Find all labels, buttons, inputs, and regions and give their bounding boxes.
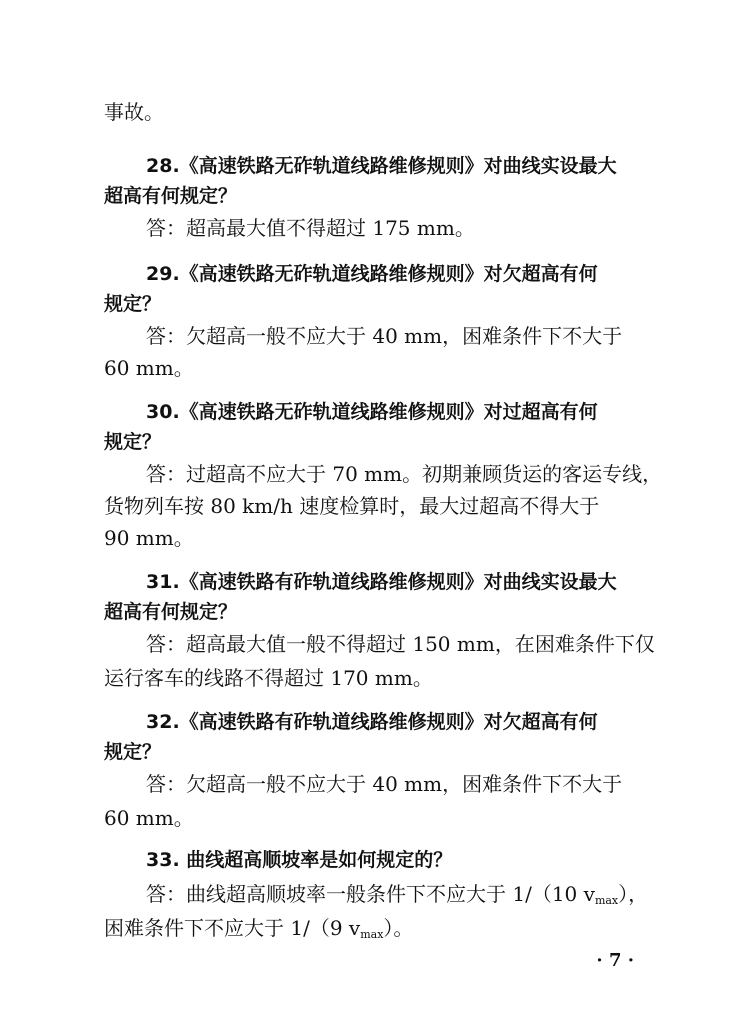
question-text: 《高速铁路无砟轨道线路维修规则》对曲线实设最大 [179,155,617,177]
answer-29-line-2: 60 mm。 [104,356,194,380]
question-number: 28. [146,155,180,177]
question-28-line-1 [146,152,644,180]
answer-text-end: ）。 [383,916,414,940]
answer-text: 答：曲线超高顺坡率一般条件下不应大于 1/（10 v [146,882,595,906]
question-text: 《高速铁路无砟轨道线路维修规则》对过超高有何 [179,401,598,423]
answer-31-line-1: 答：超高最大值一般不得超过 150 mm，在困难条件下仅 [146,632,655,656]
answer-33-line-2 [104,914,644,949]
subscript-max: max [594,894,619,907]
question-30-line-2: 规定？ [104,431,162,453]
answer-32-line-1: 答：欠超高一般不应大于 40 mm，困难条件下不大于 [146,772,623,796]
answer-28-line-1: 答：超高最大值不得超过 175 mm。 [146,216,475,240]
answer-32-line-2: 60 mm。 [104,806,194,830]
subscript-max: max [360,928,384,941]
question-text: 《高速铁路无砟轨道线路维修规则》对欠超高有何 [179,263,598,285]
answer-30-line-3: 90 mm。 [104,526,194,550]
question-number: 29. [146,263,180,285]
answer-30-line-1: 答：过超高不应大于 70 mm。初期兼顾货运的客运专线， [146,462,663,486]
question-31-line-1 [146,568,644,596]
question-32-line-1 [146,708,644,736]
page-number: · 7 · [596,950,634,971]
answer-29-line-1: 答：欠超高一般不应大于 40 mm，困难条件下不大于 [146,324,623,348]
question-text: 《高速铁路有砟轨道线路维修规则》对曲线实设最大 [179,571,617,593]
answer-30-line-2: 货物列车按 80 km/h 速度检算时，最大过超高不得大于 [104,494,600,518]
question-29-line-1 [146,260,644,288]
question-text: 《高速铁路有砟轨道线路维修规则》对欠超高有何 [179,711,598,733]
question-32-line-2: 规定？ [104,741,162,763]
question-number: 30. [146,401,180,423]
answer-31-line-2: 运行客车的线路不得超过 170 mm。 [104,666,433,690]
question-29-line-2: 规定？ [104,293,162,315]
answer-text-end: ）， [618,882,649,906]
answer-33-line-1 [146,880,649,915]
question-33-line-1 [146,846,644,874]
question-28-line-2: 超高有何规定？ [104,185,238,207]
question-31-line-2: 超高有何规定？ [104,601,238,623]
question-text: 曲线超高顺坡率是如何规定的？ [179,849,453,871]
question-30-line-1 [146,398,644,426]
answer-text: 困难条件下不应大于 1/（9 v [104,916,361,940]
question-number: 33. [146,849,180,871]
question-number: 32. [146,711,180,733]
continued-text: 事故。 [104,100,164,124]
question-number: 31. [146,571,180,593]
